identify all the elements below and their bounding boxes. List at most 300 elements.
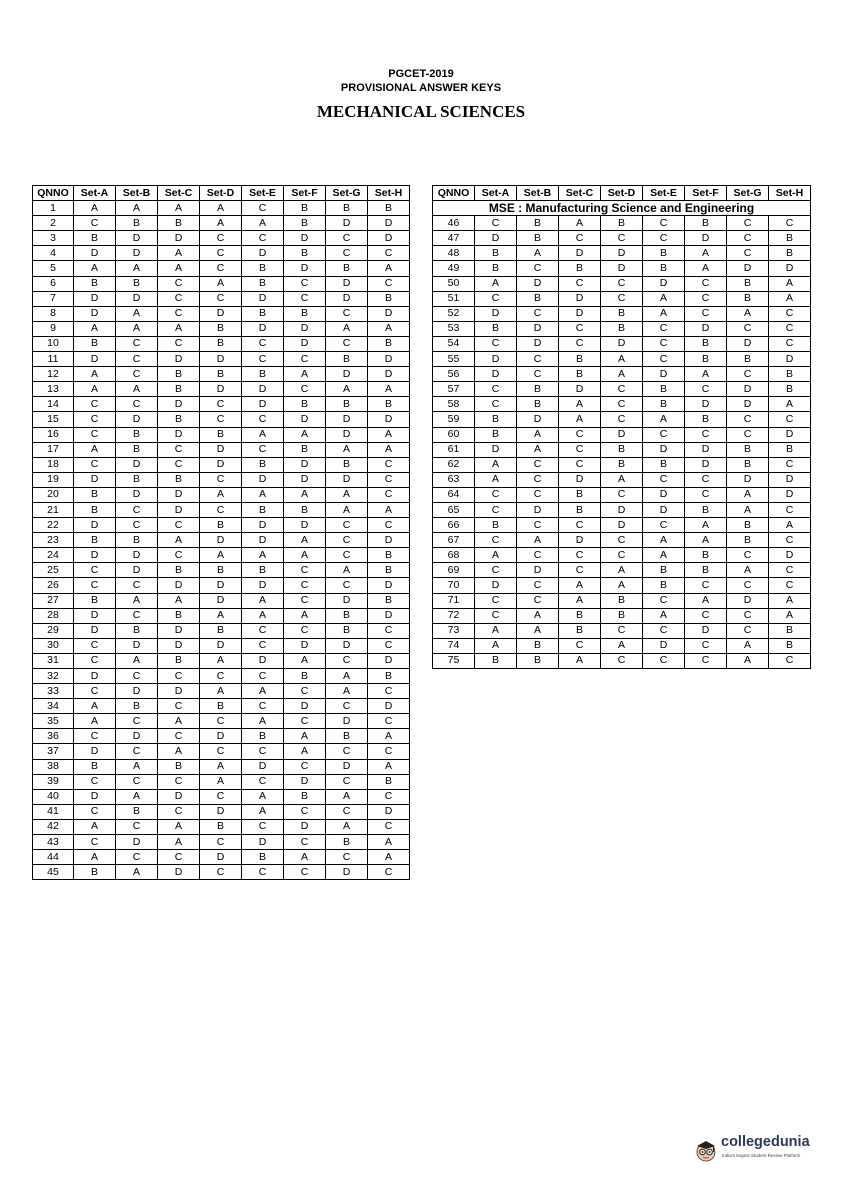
answer-cell: A — [284, 548, 326, 563]
answer-cell: D — [74, 669, 116, 684]
answer-cell: A — [517, 533, 559, 548]
question-number-cell: 51 — [433, 291, 475, 306]
table-row — [33, 442, 410, 457]
table-row — [433, 533, 811, 548]
answer-cell: D — [284, 412, 326, 427]
answer-cell: C — [685, 472, 727, 487]
answer-cell: B — [326, 623, 368, 638]
answer-cell: D — [769, 548, 811, 563]
answer-cell: A — [326, 789, 368, 804]
question-number-cell: 68 — [433, 548, 475, 563]
answer-cell: D — [158, 397, 200, 412]
answer-cell: C — [116, 850, 158, 865]
question-number-cell: 43 — [33, 835, 74, 850]
answer-cell: C — [368, 865, 410, 880]
answer-cell: B — [284, 397, 326, 412]
answer-cell: C — [284, 382, 326, 397]
answer-cell: A — [158, 201, 200, 216]
answer-cell: D — [242, 397, 284, 412]
answer-cell: C — [116, 502, 158, 517]
answer-cell: D — [368, 653, 410, 668]
answer-cell: C — [284, 623, 326, 638]
answer-cell: B — [685, 352, 727, 367]
answer-cell: A — [368, 835, 410, 850]
table-row — [33, 623, 410, 638]
answer-cell: D — [475, 442, 517, 457]
answer-cell: A — [200, 487, 242, 502]
answer-cell: B — [559, 487, 601, 502]
answer-cell: A — [74, 201, 116, 216]
answer-cell: C — [368, 276, 410, 291]
answer-cell: B — [200, 321, 242, 336]
answer-cell: A — [74, 442, 116, 457]
answer-cell: A — [200, 548, 242, 563]
table-row — [33, 638, 410, 653]
question-number-cell: 27 — [33, 593, 74, 608]
answer-cell: B — [643, 457, 685, 472]
answer-cell: B — [326, 352, 368, 367]
answer-cell: C — [158, 306, 200, 321]
answer-cell: B — [116, 699, 158, 714]
table-row — [33, 608, 410, 623]
answer-cell: B — [769, 623, 811, 638]
answer-cell: C — [200, 744, 242, 759]
answer-cell: B — [326, 608, 368, 623]
table-row — [33, 352, 410, 367]
answer-cell: C — [326, 578, 368, 593]
answer-cell: D — [559, 472, 601, 487]
answer-cell: C — [284, 759, 326, 774]
answer-cell: D — [601, 427, 643, 442]
table-row — [33, 774, 410, 789]
question-number-cell: 64 — [433, 487, 475, 502]
answer-cell: B — [242, 261, 284, 276]
table-row — [433, 442, 811, 457]
answer-cell: C — [74, 638, 116, 653]
answer-cell: D — [643, 367, 685, 382]
answer-cell: D — [475, 231, 517, 246]
answer-cell: D — [326, 216, 368, 231]
answer-cell: D — [559, 382, 601, 397]
answer-cell: C — [559, 638, 601, 653]
answer-cell: D — [284, 261, 326, 276]
answer-cell: D — [200, 729, 242, 744]
answer-cell: A — [475, 472, 517, 487]
answer-cell: B — [326, 835, 368, 850]
answer-cell: A — [116, 653, 158, 668]
answer-cell: A — [685, 533, 727, 548]
table-row — [33, 744, 410, 759]
answer-cell: B — [284, 502, 326, 517]
answer-cell: D — [242, 246, 284, 261]
answer-cell: C — [727, 578, 769, 593]
table-row — [433, 397, 811, 412]
answer-cell: D — [559, 533, 601, 548]
answer-cell: A — [475, 276, 517, 291]
answer-cell: A — [643, 608, 685, 623]
column-header: Set-D — [601, 186, 643, 201]
answer-cell: D — [368, 216, 410, 231]
answer-cell: B — [685, 548, 727, 563]
answer-cell: A — [158, 835, 200, 850]
answer-cell: C — [284, 276, 326, 291]
answer-cell: A — [517, 427, 559, 442]
answer-cell: C — [200, 835, 242, 850]
answer-cell: B — [517, 638, 559, 653]
table-row — [33, 336, 410, 351]
answer-cell: D — [769, 427, 811, 442]
table-row — [433, 518, 811, 533]
table-row — [33, 231, 410, 246]
answer-cell: C — [517, 352, 559, 367]
answer-cell: C — [727, 367, 769, 382]
answer-cell: C — [368, 819, 410, 834]
answer-cell: A — [158, 714, 200, 729]
answer-cell: C — [74, 729, 116, 744]
answer-cell: C — [116, 578, 158, 593]
answer-cell: A — [368, 427, 410, 442]
answer-cell: A — [200, 774, 242, 789]
answer-cell: D — [326, 291, 368, 306]
column-header: Set-G — [326, 186, 368, 201]
answer-cell: A — [326, 442, 368, 457]
answer-cell: C — [643, 472, 685, 487]
answer-cell: C — [326, 850, 368, 865]
answer-cell: B — [559, 367, 601, 382]
question-number-cell: 59 — [433, 412, 475, 427]
table-row — [33, 261, 410, 276]
answer-cell: C — [242, 623, 284, 638]
answer-cell: C — [601, 623, 643, 638]
table-row — [433, 563, 811, 578]
answer-cell: C — [643, 336, 685, 351]
answer-cell: B — [116, 623, 158, 638]
answer-cell: C — [643, 216, 685, 231]
answer-cell: C — [769, 653, 811, 668]
column-header: Set-C — [559, 186, 601, 201]
answer-cell: D — [769, 487, 811, 502]
answer-cell: D — [116, 246, 158, 261]
answer-cell: C — [685, 382, 727, 397]
answer-cell: D — [116, 291, 158, 306]
answer-cell: B — [242, 367, 284, 382]
answer-cell: C — [74, 774, 116, 789]
answer-cell: C — [74, 578, 116, 593]
answer-cell: D — [284, 819, 326, 834]
answer-cell: C — [559, 231, 601, 246]
answer-cell: C — [368, 457, 410, 472]
answer-cell: A — [242, 427, 284, 442]
answer-cell: C — [475, 336, 517, 351]
answer-cell: B — [116, 427, 158, 442]
answer-cell: A — [326, 819, 368, 834]
collegedunia-logo — [694, 1131, 814, 1171]
answer-cell: A — [559, 216, 601, 231]
answer-cell: D — [200, 533, 242, 548]
table-row — [433, 638, 811, 653]
answer-cell: D — [368, 804, 410, 819]
answer-cell: B — [158, 563, 200, 578]
answer-cell: A — [158, 819, 200, 834]
table-row — [33, 201, 410, 216]
answer-cell: B — [475, 246, 517, 261]
question-number-cell: 9 — [33, 321, 74, 336]
answer-cell: D — [727, 397, 769, 412]
answer-cell: B — [116, 276, 158, 291]
answer-cell: C — [643, 352, 685, 367]
answer-cell: C — [326, 518, 368, 533]
question-number-cell: 33 — [33, 684, 74, 699]
answer-cell: B — [559, 502, 601, 517]
question-number-cell: 74 — [433, 638, 475, 653]
answer-cell: D — [200, 352, 242, 367]
answer-cell: A — [326, 502, 368, 517]
answer-cell: B — [368, 548, 410, 563]
question-number-cell: 20 — [33, 487, 74, 502]
answer-cell: C — [368, 246, 410, 261]
answer-cell: C — [284, 684, 326, 699]
answer-cell: C — [769, 306, 811, 321]
subject-title: MECHANICAL SCIENCES — [316, 102, 526, 121]
answer-cell: A — [601, 352, 643, 367]
answer-cell: A — [727, 487, 769, 502]
answer-cell: C — [601, 397, 643, 412]
answer-cell: D — [769, 261, 811, 276]
answer-cell: C — [326, 246, 368, 261]
answer-cell: C — [200, 669, 242, 684]
answer-cell: C — [601, 231, 643, 246]
answer-cell: C — [74, 653, 116, 668]
answer-cell: C — [242, 865, 284, 880]
answer-cell: A — [601, 367, 643, 382]
table-row — [433, 548, 811, 563]
answer-cell: C — [368, 518, 410, 533]
answer-cell: A — [74, 382, 116, 397]
answer-cell: D — [601, 336, 643, 351]
answer-cell: C — [74, 412, 116, 427]
answer-cell: B — [727, 533, 769, 548]
answer-cell: A — [769, 397, 811, 412]
answer-cell: B — [685, 336, 727, 351]
answer-cell: B — [242, 850, 284, 865]
answer-cell: C — [200, 865, 242, 880]
question-number-cell: 67 — [433, 533, 475, 548]
answer-cell: C — [685, 291, 727, 306]
answer-cell: A — [200, 759, 242, 774]
answer-cell: C — [643, 623, 685, 638]
answer-cell: A — [368, 729, 410, 744]
answer-cell: B — [601, 216, 643, 231]
answer-cell: A — [368, 502, 410, 517]
column-header: Set-H — [769, 186, 811, 201]
answer-cell: C — [326, 744, 368, 759]
table-row — [33, 321, 410, 336]
answer-cell: C — [601, 653, 643, 668]
answer-cell: B — [284, 442, 326, 457]
answer-cell: B — [116, 216, 158, 231]
question-number-cell: 48 — [433, 246, 475, 261]
answer-cell: C — [475, 502, 517, 517]
table-row — [433, 623, 811, 638]
answer-cell: C — [326, 804, 368, 819]
answer-cell: D — [475, 352, 517, 367]
answer-cell: C — [769, 336, 811, 351]
answer-cell: B — [769, 442, 811, 457]
answer-cell: D — [685, 442, 727, 457]
answer-cell: A — [685, 261, 727, 276]
answer-cell: B — [368, 397, 410, 412]
question-number-cell: 53 — [433, 321, 475, 336]
answer-cell: D — [727, 336, 769, 351]
answer-cell: C — [368, 714, 410, 729]
table-row — [33, 502, 410, 517]
answer-cell: B — [74, 487, 116, 502]
column-header: Set-B — [116, 186, 158, 201]
question-number-cell: 15 — [33, 412, 74, 427]
answer-cell: C — [158, 669, 200, 684]
answer-cell: B — [158, 608, 200, 623]
answer-cell: A — [643, 412, 685, 427]
answer-cell: C — [284, 593, 326, 608]
answer-cell: B — [475, 518, 517, 533]
answer-cell: B — [559, 261, 601, 276]
answer-cell: C — [326, 336, 368, 351]
answer-cell: C — [158, 774, 200, 789]
question-number-cell: 42 — [33, 819, 74, 834]
question-number-cell: 29 — [33, 623, 74, 638]
answer-cell: C — [242, 699, 284, 714]
answer-cell: C — [74, 804, 116, 819]
table-row — [33, 669, 410, 684]
table-row — [33, 850, 410, 865]
answer-cell: D — [200, 804, 242, 819]
answer-cell: C — [242, 352, 284, 367]
answer-cell: D — [326, 759, 368, 774]
answer-cell: B — [158, 382, 200, 397]
question-number-cell: 28 — [33, 608, 74, 623]
answer-cell: C — [685, 608, 727, 623]
answer-cell: D — [74, 306, 116, 321]
question-number-cell: 25 — [33, 563, 74, 578]
answer-cell: D — [368, 533, 410, 548]
answer-cell: C — [242, 669, 284, 684]
question-number-cell: 11 — [33, 352, 74, 367]
answer-cell: A — [368, 442, 410, 457]
question-number-cell: 52 — [433, 306, 475, 321]
answer-cell: C — [601, 291, 643, 306]
answer-cell: D — [643, 502, 685, 517]
answer-cell: C — [158, 276, 200, 291]
answer-cell: B — [475, 261, 517, 276]
answer-cell: C — [116, 669, 158, 684]
answer-cell: C — [727, 548, 769, 563]
answer-cell: A — [559, 578, 601, 593]
answer-cell: A — [769, 276, 811, 291]
answer-cell: B — [242, 276, 284, 291]
answer-keys-title: PROVISIONAL ANSWER KEYS — [340, 82, 502, 94]
answer-cell: A — [517, 442, 559, 457]
table-row — [33, 729, 410, 744]
answer-cell: C — [769, 533, 811, 548]
answer-cell: A — [116, 593, 158, 608]
answer-cell: D — [74, 548, 116, 563]
answer-cell: A — [284, 487, 326, 502]
column-header: Set-H — [368, 186, 410, 201]
answer-cell: D — [200, 442, 242, 457]
answer-cell: A — [643, 548, 685, 563]
answer-cell: C — [769, 563, 811, 578]
answer-cell: C — [643, 427, 685, 442]
answer-cell: A — [326, 487, 368, 502]
table-row — [433, 291, 811, 306]
question-number-cell: 71 — [433, 593, 475, 608]
answer-cell: C — [326, 548, 368, 563]
answer-cell: C — [326, 533, 368, 548]
answer-cell: B — [368, 291, 410, 306]
answer-cell: A — [284, 850, 326, 865]
answer-cell: A — [284, 367, 326, 382]
answer-cell: B — [517, 231, 559, 246]
answer-cell: C — [116, 819, 158, 834]
table-row — [33, 533, 410, 548]
answer-cell: D — [158, 352, 200, 367]
question-number-cell: 49 — [433, 261, 475, 276]
answer-cell: A — [242, 487, 284, 502]
question-number-cell: 38 — [33, 759, 74, 774]
answer-cell: D — [643, 276, 685, 291]
answer-cell: B — [242, 502, 284, 517]
question-number-cell: 5 — [33, 261, 74, 276]
answer-cell: D — [284, 336, 326, 351]
answer-cell: D — [685, 321, 727, 336]
answer-cell: A — [158, 321, 200, 336]
answer-cell: D — [158, 684, 200, 699]
answer-cell: C — [517, 457, 559, 472]
answer-cell: A — [643, 306, 685, 321]
answer-cell: D — [326, 276, 368, 291]
answer-cell: B — [727, 457, 769, 472]
answer-cell: C — [559, 427, 601, 442]
answer-cell: A — [368, 382, 410, 397]
answer-cell: B — [74, 502, 116, 517]
answer-cell: B — [368, 669, 410, 684]
table-row — [33, 578, 410, 593]
answer-cell: D — [326, 593, 368, 608]
question-number-cell: 56 — [433, 367, 475, 382]
question-number-cell: 61 — [433, 442, 475, 457]
answer-cell: A — [475, 457, 517, 472]
answer-cell: A — [116, 759, 158, 774]
answer-cell: B — [517, 397, 559, 412]
answer-cell: D — [326, 714, 368, 729]
table-row — [433, 306, 811, 321]
table-row — [33, 518, 410, 533]
table-row — [33, 714, 410, 729]
answer-cell: A — [326, 563, 368, 578]
answer-cell: D — [242, 472, 284, 487]
answer-cell: A — [116, 306, 158, 321]
column-header: QNNO — [433, 186, 475, 201]
answer-cell: D — [368, 412, 410, 427]
answer-cell: C — [517, 593, 559, 608]
question-number-cell: 14 — [33, 397, 74, 412]
answer-cell: A — [284, 729, 326, 744]
answer-cell: D — [284, 638, 326, 653]
answer-cell: D — [242, 382, 284, 397]
column-header: Set-F — [685, 186, 727, 201]
answer-cell: C — [727, 216, 769, 231]
answer-cell: B — [727, 442, 769, 457]
